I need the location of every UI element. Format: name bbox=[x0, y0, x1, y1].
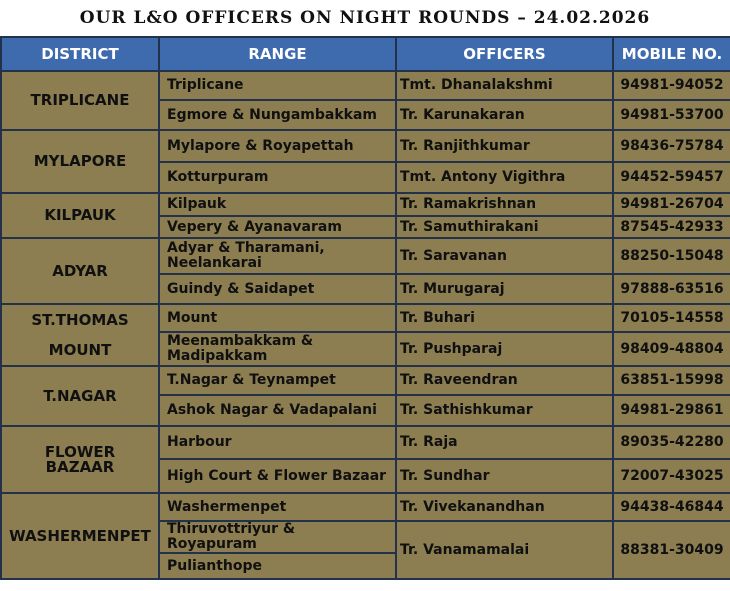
officer-cell: Tr. Vivekanandhan bbox=[396, 493, 613, 521]
range-cell: Thiruvottriyur & Royapuram bbox=[159, 521, 396, 553]
officer-cell: Tr. Ranjithkumar bbox=[396, 130, 613, 162]
table-header-row bbox=[1, 37, 730, 71]
range-cell: Triplicane bbox=[159, 71, 396, 100]
range-cell: Harbour bbox=[159, 426, 396, 459]
officers-table bbox=[0, 36, 730, 580]
officer-cell: Tr. Saravanan bbox=[396, 238, 613, 274]
officer-cell: Tr. Buhari bbox=[396, 304, 613, 332]
range-cell: Guindy & Saidapet bbox=[159, 274, 396, 304]
range-cell: T.Nagar & Teynampet bbox=[159, 366, 396, 395]
table-row bbox=[1, 130, 730, 162]
range-cell: Kilpauk bbox=[159, 193, 396, 216]
mobile-cell: 89035-42280 bbox=[613, 426, 730, 459]
officer-cell: Tr. Sundhar bbox=[396, 459, 613, 493]
header-officers: OFFICERS bbox=[396, 37, 613, 71]
mobile-cell: 72007-43025 bbox=[613, 459, 730, 493]
mobile-cell: 94438-46844 bbox=[613, 493, 730, 521]
header-mobile: MOBILE NO. bbox=[613, 37, 730, 71]
officer-cell: Tmt. Antony Vigithra bbox=[396, 162, 613, 193]
range-cell: Kotturpuram bbox=[159, 162, 396, 193]
officer-cell: Tr. Sathishkumar bbox=[396, 395, 613, 426]
range-cell: Egmore & Nungambakkam bbox=[159, 100, 396, 130]
range-cell: Mount bbox=[159, 304, 396, 332]
range-cell: Washermenpet bbox=[159, 493, 396, 521]
mobile-cell: 87545-42933 bbox=[613, 216, 730, 238]
range-cell: Mylapore & Royapettah bbox=[159, 130, 396, 162]
officer-cell: Tr. Raveendran bbox=[396, 366, 613, 395]
header-range: RANGE bbox=[159, 37, 396, 71]
mobile-cell: 70105-14558 bbox=[613, 304, 730, 332]
table-row bbox=[1, 238, 730, 274]
table-row bbox=[1, 304, 730, 332]
mobile-cell: 94452-59457 bbox=[613, 162, 730, 193]
district-cell: MYLAPORE bbox=[1, 130, 159, 193]
officer-cell: Tr. Murugaraj bbox=[396, 274, 613, 304]
table-row bbox=[1, 426, 730, 459]
mobile-cell: 63851-15998 bbox=[613, 366, 730, 395]
range-cell: Adyar & Tharamani, Neelankarai bbox=[159, 238, 396, 274]
district-cell: TRIPLICANE bbox=[1, 71, 159, 130]
officer-cell: Tr. Samuthirakani bbox=[396, 216, 613, 238]
district-cell: ADYAR bbox=[1, 238, 159, 304]
officer-cell: Tmt. Dhanalakshmi bbox=[396, 71, 613, 100]
table-row bbox=[1, 193, 730, 216]
table-row bbox=[1, 71, 730, 100]
district-cell: FLOWER BAZAAR bbox=[1, 426, 159, 493]
range-cell: High Court & Flower Bazaar bbox=[159, 459, 396, 493]
mobile-cell: 88381-30409 bbox=[613, 521, 730, 579]
district-cell: KILPAUK bbox=[1, 193, 159, 238]
district-cell: WASHERMENPET bbox=[1, 493, 159, 579]
district-cell: T.NAGAR bbox=[1, 366, 159, 426]
district-cell: ST.THOMAS MOUNT bbox=[1, 304, 159, 366]
mobile-cell: 94981-94052 bbox=[613, 71, 730, 100]
table-row bbox=[1, 366, 730, 395]
range-cell: Ashok Nagar & Vadapalani bbox=[159, 395, 396, 426]
officer-cell: Tr. Vanamamalai bbox=[396, 521, 613, 579]
officer-cell: Tr. Raja bbox=[396, 426, 613, 459]
mobile-cell: 88250-15048 bbox=[613, 238, 730, 274]
mobile-cell: 94981-26704 bbox=[613, 193, 730, 216]
header-district: DISTRICT bbox=[1, 37, 159, 71]
mobile-cell: 98409-48804 bbox=[613, 332, 730, 366]
table-row bbox=[1, 493, 730, 521]
page-title: OUR L&O OFFICERS ON NIGHT ROUNDS – 24.02.2026 bbox=[79, 8, 651, 28]
range-cell: Meenambakkam & Madipakkam bbox=[159, 332, 396, 366]
mobile-cell: 98436-75784 bbox=[613, 130, 730, 162]
mobile-cell: 94981-53700 bbox=[613, 100, 730, 130]
range-cell: Vepery & Ayanavaram bbox=[159, 216, 396, 238]
officer-cell: Tr. Karunakaran bbox=[396, 100, 613, 130]
range-cell: Pulianthope bbox=[159, 553, 396, 579]
mobile-cell: 94981-29861 bbox=[613, 395, 730, 426]
mobile-cell: 97888-63516 bbox=[613, 274, 730, 304]
officer-cell: Tr. Ramakrishnan bbox=[396, 193, 613, 216]
officer-cell: Tr. Pushparaj bbox=[396, 332, 613, 366]
